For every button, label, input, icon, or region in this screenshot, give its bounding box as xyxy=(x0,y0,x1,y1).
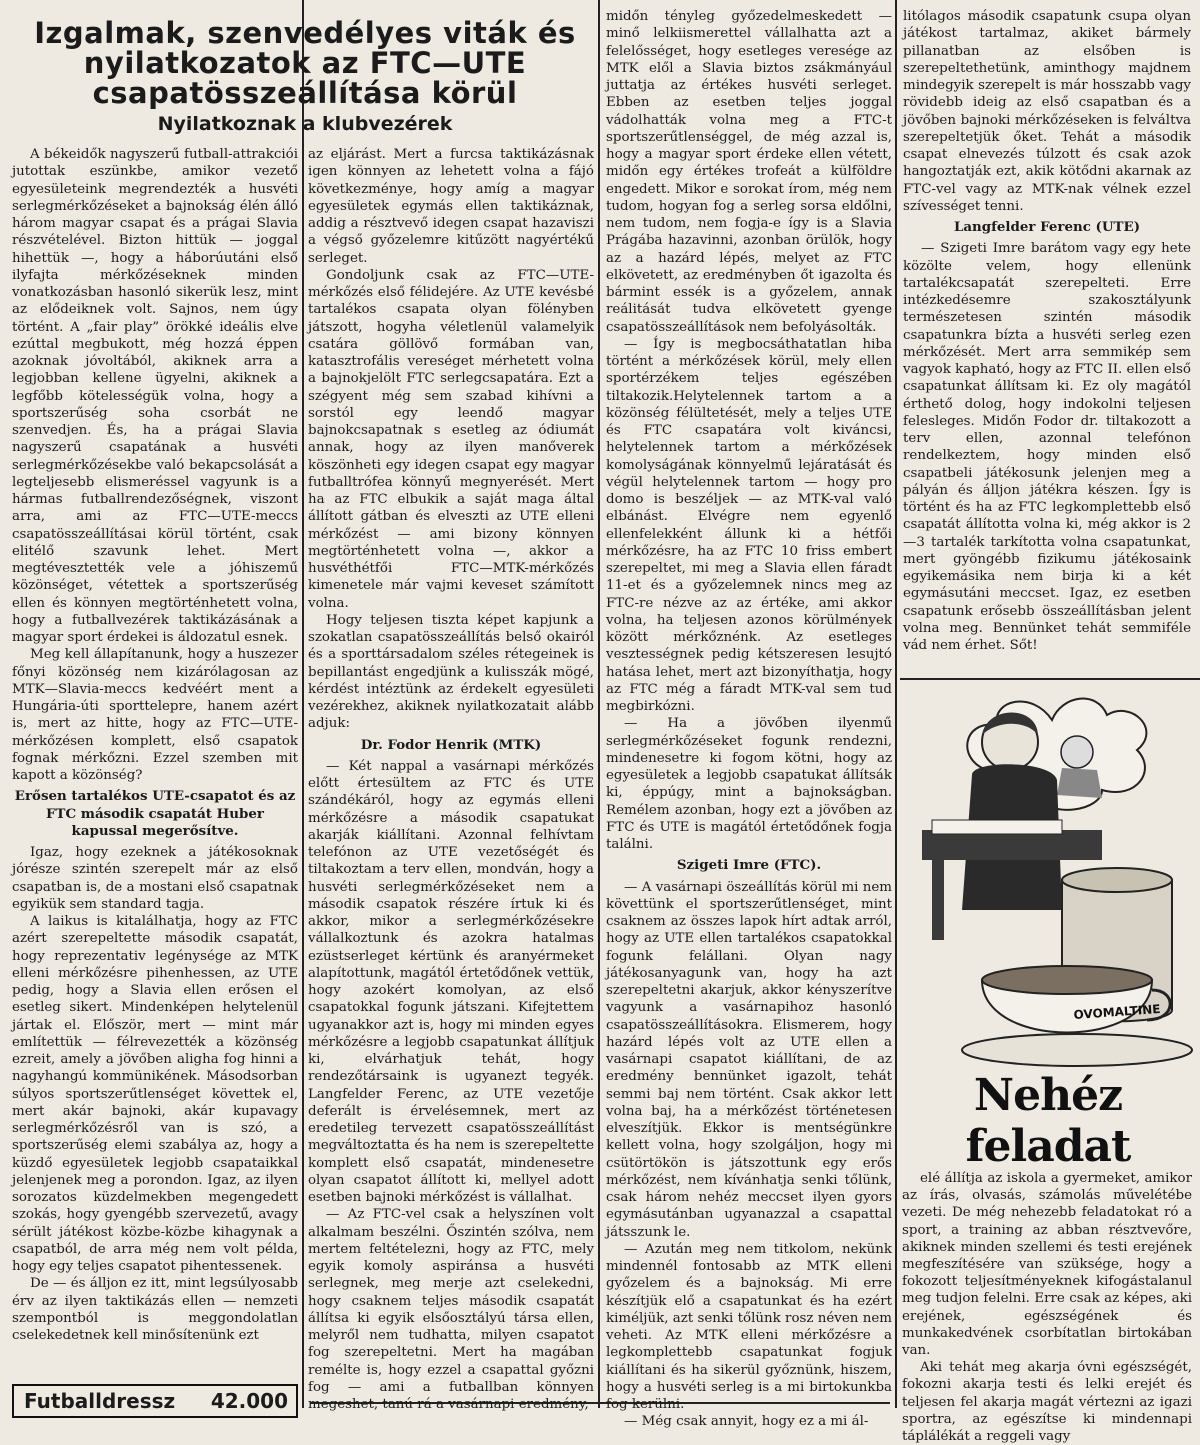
book xyxy=(932,820,1062,834)
paragraph: — Még csak annyit, hogy ez a mi ál- xyxy=(624,1414,869,1430)
can-brand-label: OVOMALTINE xyxy=(1073,1001,1161,1023)
paragraph: — Két nappal a vasárnapi mérkőzés előtt értesültem az FTC és UTE szándékáról, hogy az egymás elleni mérkőzésre a második csapatukat akarják kiállítani. Azonnal felhívtam telefónon az UTE vezetőségét és tiltakoztam a terv ellen, mondván, hogy a husvéti serlegmérkőzéseket nem a második csapatok részére írtuk ki és akkor, mikor a serlegmérkőzésekre vállalkoztunk és azokra hatalmas ezüstserleget kértünk és aranyérmeket alapítottunk, magától értetődőnek vettük, hogy azokért komolyan, az első csapatokkal fogunk játszani. Kifejtettem ugyanakkor azt is, hogy mi minden egyes mérkőzésre a legjobb csapatunkat állítjuk ki, elvárhatjuk tehát, hogy rendezőtársaink is ugyanezt tegyék. Langfelder Ferenc, az UTE vezetője deferált is érvelésemnek, mert az eredetileg tervezett csapatösszeállítást megváltoztatta és ha nem is szerepeltette komplett első csapatát, mindenesetre olyan csapatot állított ki, mellyel adott esetben bajnoki mérkőzést is vállalhat. xyxy=(308,758,594,1205)
can-lid xyxy=(1062,868,1172,892)
ad-headline: Nehéz feladat xyxy=(965,1070,1131,1172)
speaker-heading: Szigeti Imre (FTC). xyxy=(676,857,822,874)
paragraph: az eljárást. Mert a furcsa taktikázásnak igen könnyen az lehetett volna a fájó következménye, hogy amíg a magyar egyesületek egymás ellen taktikáznak, addig a résztvevő idegen csapat hazaviszi a végső győzelemre kitűzött nagyértékű serleget. xyxy=(308,147,594,266)
column-2 xyxy=(308,146,594,1412)
cup-drink xyxy=(982,966,1152,994)
ovomaltine-advertisement xyxy=(902,680,1194,1172)
ad-body xyxy=(902,1170,1192,1445)
paragraph: — Az FTC-vel csak a helyszínen volt alkalmam beszélni. Őszintén szólva, nem mertem feltételezni, hogy az FTC, mely egyik komoly aspiránsa a husvéti serlegnek, meg merje azt cselekedni, hogy csaknem teljes második csapatát állítsa ki egyik elsőosztályú társa ellen, melyről nem tudhatta, milyen csapatot fog szerepeltetni. Mert ha magában remélte is, hogy ezzel a csapattal győzni fog — ami a futballban könnyen megeshet, tanú rá a vasárnapi eredmény, xyxy=(308,1207,594,1412)
paragraph: Gondoljunk csak az FTC—UTE-mérkőzés első félidejére. Az UTE kevésbé tartalékos csapata olyan fölényben játszott, hogyha véletlenül valamelyik csatára göllövő formában van, katasztrofális vereséget mérhetett volna a bajnokjelölt FTC serlegcsapatára. Ezt a szégyent még sem szabad kihívni a sorstól egy leendő magyar bajnokcsapatnak s esetleg az ódiumát annak, hogy az ilyen manőverek köszönheti egy idegen csapat egy magyar futballtrófea könnyű megnyerését. Mert ha az FTC elbukik a saját maga által állított gátban és elveszti az UTE elleni mérkőzést — ami bizony könnyen megtörténhetett volna —, akkor a husvéthétfői FTC—MTK-mérkőzés kimenetele már vajmi keveset számított volna. xyxy=(308,267,594,611)
subheadline: Nyilatkoznak a klubvezérek xyxy=(157,113,453,135)
section-subheading: Erősen tartalékos UTE-csapatot és az FTC második csapatát Huber kapussal megerősítve. xyxy=(14,788,296,839)
column-rule xyxy=(895,0,897,1408)
paragraph: De — és álljon ez itt, mint legsúlyosabb érv az ilyen taktikázás ellen — nemzeti szempontból is meggondolatlan cselekedetnek kell minősítenünk ezt xyxy=(12,1276,298,1343)
paragraph: — Azután meg nem titkolom, nekünk mindennél fontosabb az MTK elleni győzelem és a bajnokság. Mi erre készítjük elő a csapatunkat és ha ezért kiméljük, azt senki tőlünk rosz néven nem veheti. Az MTK elleni mérkőzésre a legkomplettebb csapatunkat fogjuk kiállítani és ha sikerül győznünk, hiszem, hogy a husvéti serleg is a mi birtokunkba fog kerülni. xyxy=(606,1241,892,1412)
speaker-heading: Langfelder Ferenc (UTE) xyxy=(953,219,1141,235)
paragraph: — Szigeti Imre barátom vagy egy hete közölte velem, hogy ellenünk tartalékcsapatát szerepelteti. Erre intézkedésemre szakosztályunk természetesen szintén második csapatunkra bízta a husvéti serleg ezen mérkőzését. Mert arra semmikép sem vagyok kapható, hogy az FTC II. ellen első csapatunkat állítsam ki. Ez oly magától érthető dolog, hogy indokolni teljesen felesleges. Midőn Fodor dr. tiltakozott a terv ellen, azonnal telefónon rendelkeztem, hogy minden első csapatbeli játékosunk jelenjen meg a pályán és álljon játékra készen. Így is történt és ha az FTC legkomplettebb első csapatát állította volna ki, még akkor is 2—3 tartalék tarkította volna csapatunkat, mert gyöngébb fizikumu játékosaink egyikemásika nem birja ki a két egymásutáni meccset. Igaz, ez esetben csapatunk erősebb összeállításban jelent volna meg. Bennünket tehát semmiféle vád nem érhet. Sőt! xyxy=(903,241,1191,653)
ad-label: Futballdressz xyxy=(24,1389,176,1413)
paragraph: Meg kell állapítanunk, hogy a huszezer főnyi közönség nem kizárólagosan az MTK—Slavia-meccs kedvéért ment a Hungária-úti sporttelepre, hanem azért is, mert az hitte, hogy az FTC—UTE-mérkőzésen komplett, első csapatok fognak mérkőzni. Ezzel szemben mit kapott a közönség? xyxy=(12,647,298,783)
saucer xyxy=(962,1034,1192,1066)
ad-price: 42.000 xyxy=(210,1389,288,1413)
child-head xyxy=(1061,736,1093,768)
paragraph: litólagos második csapatunk csupa olyan játékost tartalmaz, akiket bármely pillanatban az elsőben is szerepeltethetünk, aminthogy majdnem mindegyik szerepelt is már hosszabb vagy rövidebb ideig az első csapatban és a jövőben bajnoki mérkőzéseken is felváltva szerepeltetjük őket. Tehát a második csapat elnevezés túlzott és csak azok hangoztatják ezt, akik kötődni akarnak az FTC-vel vagy az MTK-nak vélnek ezzel szívességet tenni. xyxy=(903,9,1191,214)
paragraph: — Ha a jövőben ilyenmű serlegmérkőzéseket fogunk rendezni, mindenesetre ki fogom kötni, hogy az egyesületek a legjobb csapatukat állítsák ki, éppúgy, mint a bajnokságban. Remélem azonban, hogy ezt a jövőben az FTC és UTE is magától értetődőnek fogja találni. xyxy=(606,716,892,852)
column-rule xyxy=(302,0,304,1408)
paragraph: — Így is megbocsáthatatlan hiba történt a mérkőzések körül, mely ellen sportérzékem teljes egészében tiltakozik.Helytelennek tartom a a közönség félültetését, mely a teljes UTE és FTC csapatára volt kiváncsi, helytelennek tartom a mérkőzések komolyságának könnyelmű lejáratását és végül helytelennek tartom — hogy pro domo is beszéljek — az MTK-val való elbánást. Elvégre nem egyenlő ellenfelekként állunk ki a hétfői mérkőzésre, ha az FTC 10 friss embert szerepeltet, mi meg a Slavia ellen fáradt 11-et és a győzelemnek nincs meg az FTC-re nézve az az értéke, ami akkor volna, ha teljesen azonos körülmények között mérkőznénk. Az esetleges vesztességnek pedig kétszeresen lesujtó hatása lehet, mert azt bizonyíthatja, hogy az FTC még a fáradt MTK-val sem tud megbirkózni. xyxy=(606,336,892,714)
paragraph: A laikus is kitalálhatja, hogy az FTC azért szerepeltette második csapatát, hogy reprezentativ legénysége az MTK elleni mérkőzésre pihenhessen, az UTE pedig, hogy a Slavia ellen erősen el esetleg sikert. Mindenképen helytelenül jártak el. Először, mert — mint már említettük — félrevezették a közönség ezreit, amely a jövőben aligha fog hinni a nagyhangú kommünikének. Másodsorban súlyos sportszerűtlenséget követtek el, mert akár bajnoki, akár kupavagy serlegmérkőzésről van is szó, a sportszerűség elemi szabálya az, hogy a küzdő egyesületek legjobb csapataikkal jelenjenek meg a porondon. Igaz, az ilyen sorozatos küzdelmekben megengedett szokás, hogy gyengébb szervezetű, avagy sérült játékost közbe-közbe kihagynak a csapatból, de arra még nem volt példa, hogy egy teljes csapatot pihentessenek. xyxy=(12,914,298,1274)
futballdressz-ad xyxy=(12,1384,298,1418)
column-4 xyxy=(903,8,1191,672)
column-rule xyxy=(598,0,600,1408)
ad-paragraph: Aki tehát meg akarja óvni egészségét, fokozni akarja testi és lelki erejét és teljesen fel akarja magát vértezni az igazi sportra, az egészítse ki mindennapi táplálékát a reggeli vagy xyxy=(902,1360,1192,1445)
headline: Izgalmak, szenvedélyes viták és nyilatkozatok az FTC—UTE csapatösszeállítása körül xyxy=(34,16,576,110)
paragraph: A békeidők nagyszerű futball-attrakciói jutottak eszünkbe, amikor vezető egyesületeink megrendezték a husvéti serlegmérkőzéseket a bajnokság élén álló három magyar csapat és a prágai Slavia részvételével. Bizton hittük — joggal hihettük —, hogy a háborúutáni első ilyfajta mérkőzéseknek minden vonatkozásban hasonló sikerük lesz, mint az elődeiknek volt. Sajnos, nem úgy történt. A „fair play” örökké ideális elve ezúttal megbukott, még hozzá éppen azoknak jóvoltából, akiknek arra a legjobban kellene ügyelni, akiknek a legfőbb kötelességük volna, hogy a sportszerűség soha csorbát ne szenvedjen. És, ha a prágai Slavia nagyszerű csapatának a husvéti serlegmérkőzésekbe való bekapcsolását a legteljesebb elismeréssel vagyunk is a hármas futballrendezőségnek, viszont arra, ami az FTC—UTE-meccs csapatösszeállításai körül történt, csak elitélő szavunk lehet. Mert megtévesztették vele a jóhiszemű közönséget, vétettek a sportszerűség ellen és könnyen megtörténhetett volna, hogy a futballvezérek taktikázásának a magyar sport érdekei is áldozatul esnek. xyxy=(12,147,298,645)
paragraph: midőn tényleg győzedelmeskedett — minő lelkiismerettel vállalhatta azt a felelősséget, hogy esetleges veresége az MTK elől a Slavia biztos zsákmányául juttatja az értékes husvéti serleget. Ebben az esetben teljes joggal vádolhatták volna meg a FTC-t sportszerűtlenséggel, de még azzal is, hogy a magyar sport érdeke ellen vétett, midőn egy értékes trofeát a külföldre engedett. Mikor e sorokat írom, még nem tudom, hogyan fog a serleg sorsa eldőlni, nem tudom, nem fogja-e így is a Slavia Prágába hazavinni, azonban örülök, hogy az a hazárd lépés, melyet az FTC elkövetett, az eredményben őt igazolta és bármint essék is a győzelem, annak reálitását tudva elkövetett gyenge csapatösszeállítások nem befolyásolták. xyxy=(606,9,892,335)
paragraph: Igaz, hogy ezeknek a játékosoknak jórésze szintén szerepelt már az első csapatban is, de a mostani első csapatnak egyikük sem standard tagja. xyxy=(12,845,298,912)
column-3 xyxy=(606,8,892,1430)
child-body xyxy=(1057,768,1102,798)
ad-paragraph: elé állítja az iskola a gyermeket, amikor az írás, olvasás, számolás művelétébe vezeti. De még nehezebb feladatokat ró a sport, a training az abban résztvevőre, akiknek minden szellemi és testi erejének megfeszítésére van szüksége, hogy a fokozott teljesítményeknek kifogástalanul meg tudjon felelni. Erre csak az képes, aki erejének, egészségének és munkakedvének csorbítatlan birtokában van. xyxy=(902,1171,1192,1359)
paragraph: — A vasárnapi öszeállítás körül mi nem követtünk el sportszerűtlenséget, mint csaknem az összes lapok hírt adtak arról, hogy az UTE ellen tartalékos csapatokkal fogunk felállani. Olyan nagy játékosanyagunk van, hogy ha azt szerepeltetni akarjuk, akkor kényszerítve vagyunk a vasárnapihoz hasonló csapatösszeállításokra. Elismerem, hogy hazárd lépés volt az UTE ellen a vasárnapi csapatot kiállítani, de az eredmény bennünket igazolt, tehát semmi baj nem történt. Csak akkor lett volna baj, ha a mérkőzést történetesen elveszítjük. Ekkor is mentségünkre kellett volna, hogy szolgáljon, hogy mi csütörtökön is játszottunk egy erős mérkőzést, nem kívánhatja senki tőlünk, csak három nehéz meccset ilyen gyors egymásutánban ugyanazzal a csapattal játsszunk le. xyxy=(606,879,892,1240)
paragraph: Hogy teljesen tiszta képet kapjunk a szokatlan csapatösszeállítás belső okairól és a sporttársadalom széles rétegeinek is bepillantást engedjünk a kulisszák mögé, kérdést intéztünk az érdekelt egyesületi vezérekhez, akiknek nyilatkozatait alább adjuk: xyxy=(308,612,594,732)
desk-leg xyxy=(932,860,944,940)
speaker-heading: Dr. Fodor Henrik (MTK) xyxy=(360,736,542,753)
